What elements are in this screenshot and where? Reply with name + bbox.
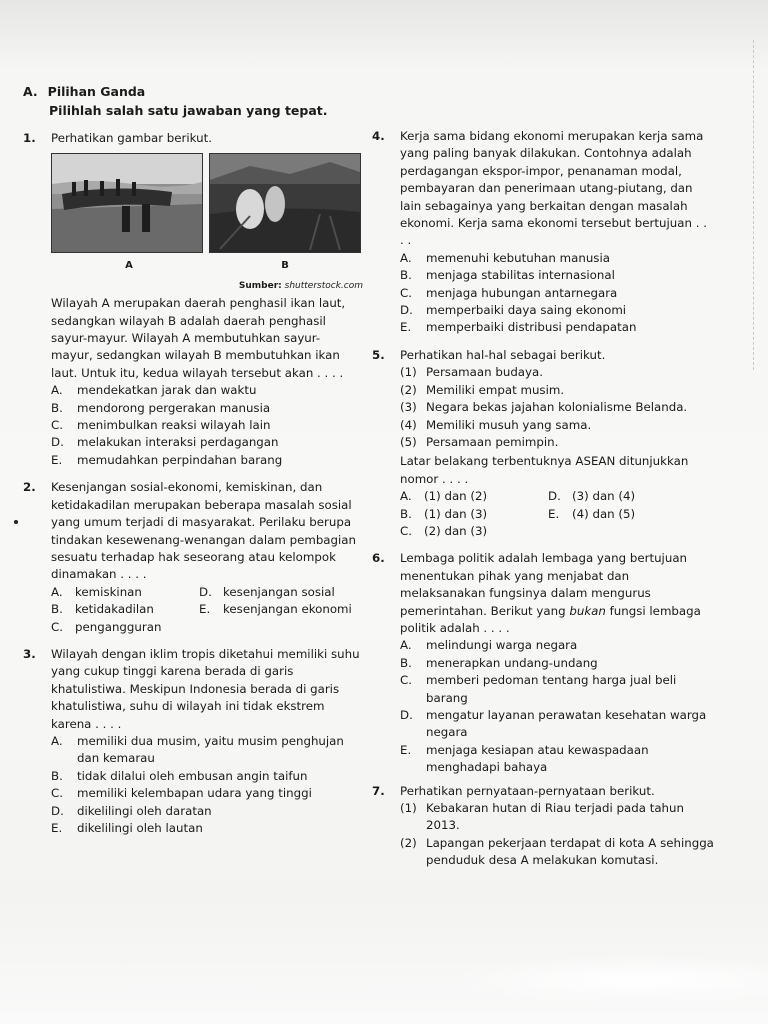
option-letter: D. (400, 303, 413, 318)
option-e[interactable] (400, 319, 714, 336)
option-letter: D. (51, 803, 64, 818)
option-d[interactable] (51, 803, 361, 820)
statement (400, 835, 714, 870)
option-b[interactable] (51, 400, 361, 417)
statement-text: Negara bekas jajahan kolonialisme Belanda. (426, 400, 688, 415)
question-intro: Perhatikan gambar berikut. (51, 131, 213, 145)
option-text: memiliki dua musim, yaitu musim penghujan dan kemarau (77, 733, 344, 766)
option-c[interactable] (400, 672, 714, 707)
margin-dot (14, 520, 18, 524)
source-label: Sumber: (238, 280, 282, 291)
option-list (51, 382, 361, 469)
option-letter: E. (199, 602, 211, 617)
image-label-a: A (125, 260, 133, 272)
page-edge (735, 40, 754, 370)
option-a[interactable] (400, 637, 714, 654)
question-7 (372, 783, 714, 870)
option-text: memperbaiki daya saing ekonomi (426, 303, 627, 318)
option-e[interactable] (400, 742, 714, 777)
question-2 (23, 479, 361, 636)
question-number: 3. (23, 646, 36, 661)
option-text: kesenjangan sosial (223, 584, 335, 599)
option-text: tidak dilalui oleh embusan angin taifun (77, 768, 308, 783)
option-text: melakukan interaksi perdagangan (77, 435, 279, 450)
option-text: (1) dan (2) (424, 489, 488, 504)
option-e[interactable] (51, 452, 361, 469)
page-smudge (440, 955, 768, 1005)
option-a[interactable] (51, 382, 361, 399)
option-d[interactable] (51, 434, 361, 451)
question-stem: Kerja sama bidang ekonomi merupakan kerja sama yang paling banyak dilakukan. Contohnya adalah perdagangan ekspor-impor, penanaman modal, pembayaran dan penerimaan utang-piutang, dan lain sebagainya yang berkaitan dengan masalah ekonomi. Kerja sama ekonomi tersebut bertujuan . . . . (400, 129, 707, 248)
statement (400, 434, 714, 451)
option-text: melindungi warga negara (426, 638, 578, 653)
farm-harvest-photo (209, 153, 361, 253)
option-list (51, 584, 361, 636)
question-number: 5. (372, 347, 385, 362)
statement-list (400, 364, 714, 451)
instruction: Pilihlah salah satu jawaban yang tepat. (49, 103, 328, 118)
option-d[interactable] (548, 488, 714, 505)
left-column (23, 130, 361, 843)
option-letter: A. (400, 250, 412, 265)
statement (400, 399, 714, 416)
option-text: menjaga kesiapan atau kewaspadaan menghadapi bahaya (426, 742, 649, 775)
option-text: memiliki kelembapan udara yang tinggi (77, 786, 312, 801)
question-intro: Perhatikan pernyataan-pernyataan berikut. (400, 783, 655, 798)
photo-row (51, 153, 363, 253)
question-stem: Wilayah A merupakan daerah penghasil ikan laut, sedangkan wilayah B adalah daerah penghasil sayur-mayur. Wilayah A membutuhkan sayur-mayur, sedangkan wilayah B membutuhkan ikan laut. Untuk itu, kedua wilayah tersebut akan . . . . (51, 296, 346, 380)
option-text: mengatur layanan perawatan kesehatan warga negara (426, 708, 707, 740)
option-list (400, 250, 714, 337)
option-text: (4) dan (5) (572, 506, 636, 521)
statement (400, 364, 714, 381)
option-e[interactable] (199, 601, 361, 618)
option-letter: D. (51, 435, 64, 450)
option-text: memudahkan perpindahan barang (77, 452, 283, 467)
option-text: mendekatkan jarak dan waktu (77, 383, 257, 398)
option-text: memberi pedoman tentang harga jual beli barang (426, 673, 677, 705)
statement-list (400, 800, 714, 870)
question-3 (23, 646, 361, 837)
stem-part: fungsi lembaga politik adalah . . . . (400, 603, 701, 635)
option-text: menerapkan undang-undang (426, 655, 598, 670)
option-letter: A. (51, 584, 63, 599)
statement (400, 417, 714, 434)
option-letter: C. (51, 619, 63, 634)
question-stem (400, 550, 714, 637)
option-c[interactable] (51, 785, 361, 802)
option-letter: C. (400, 673, 412, 688)
question-4 (372, 128, 714, 337)
statement-number: (1) (400, 365, 417, 380)
option-text: menjaga hubungan antarnegara (426, 285, 618, 300)
option-a[interactable] (51, 733, 361, 768)
option-letter: E. (51, 452, 63, 467)
question-number: 4. (372, 129, 385, 143)
option-letter: A. (51, 383, 63, 398)
statement-number: (4) (400, 417, 417, 432)
fishing-boat-photo (51, 153, 203, 253)
statement-number: (1) (400, 801, 417, 816)
option-letter: D. (199, 584, 212, 599)
question-1 (23, 130, 361, 297)
section-title: Pilihan Ganda (47, 84, 146, 99)
option-text: memenuhi kebutuhan manusia (426, 250, 610, 265)
right-column (372, 128, 714, 876)
stem-emphasis: bukan (569, 603, 606, 618)
option-letter: E. (51, 821, 63, 835)
option-letter: B. (400, 655, 412, 670)
option-letter: C. (51, 418, 63, 433)
option-a[interactable] (400, 250, 714, 267)
option-d[interactable] (400, 707, 714, 742)
option-letter: B. (51, 768, 63, 783)
question-6 (372, 550, 714, 776)
option-d[interactable] (400, 302, 714, 319)
option-c[interactable] (51, 417, 361, 434)
option-text: (2) dan (3) (424, 523, 488, 538)
option-text: memperbaiki distribusi pendapatan (426, 320, 637, 335)
option-e[interactable] (51, 820, 361, 837)
option-text: menjaga stabilitas internasional (426, 268, 615, 283)
statement-number: (5) (400, 434, 417, 449)
question-number: 7. (372, 783, 385, 798)
option-letter: A. (51, 733, 63, 748)
option-letter: E. (400, 320, 412, 335)
option-text: mendorong pergerakan manusia (77, 400, 271, 415)
option-d[interactable] (199, 584, 361, 601)
statement (400, 382, 714, 399)
option-letter: C. (51, 786, 63, 801)
option-b[interactable] (51, 768, 361, 785)
option-text: pengangguran (75, 619, 162, 634)
question-intro: Perhatikan hal-hal sebagai berikut. (400, 347, 606, 362)
option-text: kemiskinan (75, 584, 142, 599)
option-letter: B. (51, 602, 63, 617)
statement-text: Memiliki empat musim. (426, 382, 565, 397)
question-stem: Wilayah dengan iklim tropis diketahui memiliki suhu yang cukup tinggi karena berada di garis khatulistiwa. Meskipun Indonesia berada di garis khatulistiwa, suhu di wilayah ini tidak ekstrem karena . . . . (51, 646, 360, 731)
option-letter: C. (400, 285, 412, 300)
option-a[interactable] (400, 488, 548, 505)
stem-part: Lembaga politik adalah lembaga yang bertujuan menentukan pihak yang menjabat dan melaksanakan fungsinya dalam mengurus pemerintahan. Berikut yang (400, 551, 688, 618)
statement-text: Lapangan pekerjaan terdapat di kota A sehingga penduduk desa A melakukan komutasi. (426, 835, 714, 868)
question-stem: Kesenjangan sosial-ekonomi, kemiskinan, dan ketidakadilan merupakan beberapa masalah sosial yang umum terjadi di masyarakat. Perilaku berupa tindakan kesewenang-wenangan dalam pembagian sesuatu terhadap hak seseorang atau kelompok dinamakan . . . . (51, 480, 357, 582)
option-letter: B. (400, 506, 412, 521)
option-letter: C. (400, 523, 412, 538)
statement-number: (2) (400, 835, 417, 850)
option-text: dikelilingi oleh daratan (77, 803, 212, 818)
question-number: 2. (23, 480, 36, 495)
section-letter: A. (23, 84, 38, 99)
statement-text: Kebakaran hutan di Riau terjadi pada tahun 2013. (426, 801, 684, 833)
question-number: 1. (23, 131, 36, 145)
option-letter: B. (400, 268, 412, 283)
option-letter: B. (51, 400, 63, 415)
option-list (400, 637, 714, 776)
option-b[interactable] (400, 506, 548, 523)
section-header (23, 84, 328, 118)
option-text: ketidakadilan (75, 602, 154, 617)
option-c[interactable] (51, 619, 199, 636)
statement (400, 800, 714, 835)
option-b[interactable] (51, 601, 199, 618)
option-letter: D. (548, 489, 561, 504)
option-b[interactable] (400, 267, 714, 284)
option-a[interactable] (51, 584, 199, 601)
source-site: shutterstock.com (284, 280, 363, 291)
option-text: dikelilingi oleh lautan (77, 821, 203, 835)
statement-text: Persamaan budaya. (426, 365, 543, 380)
image-label-b: B (281, 260, 289, 272)
option-b[interactable] (400, 655, 714, 672)
option-list (400, 488, 714, 540)
question-5 (372, 347, 714, 540)
option-letter: A. (400, 638, 412, 653)
statement-number: (2) (400, 382, 417, 397)
option-text: (3) dan (4) (572, 489, 636, 504)
option-letter: D. (400, 708, 413, 722)
option-letter: A. (400, 489, 412, 504)
question-stem: Latar belakang terbentuknya ASEAN ditunjukkan nomor . . . . (400, 454, 689, 486)
statement-number: (3) (400, 400, 417, 415)
option-e[interactable] (548, 506, 714, 523)
option-c[interactable] (400, 523, 548, 540)
option-text: kesenjangan ekonomi (223, 602, 352, 617)
option-text: menimbulkan reaksi wilayah lain (77, 418, 271, 433)
statement-text: Persamaan pemimpin. (426, 434, 559, 449)
option-letter: E. (548, 506, 560, 521)
option-c[interactable] (400, 285, 714, 302)
question-number: 6. (372, 551, 385, 566)
statement-text: Memiliki musuh yang sama. (426, 417, 592, 432)
option-text: (1) dan (3) (424, 506, 488, 521)
option-letter: E. (400, 742, 412, 757)
option-list (51, 733, 361, 837)
image-source (51, 278, 363, 295)
